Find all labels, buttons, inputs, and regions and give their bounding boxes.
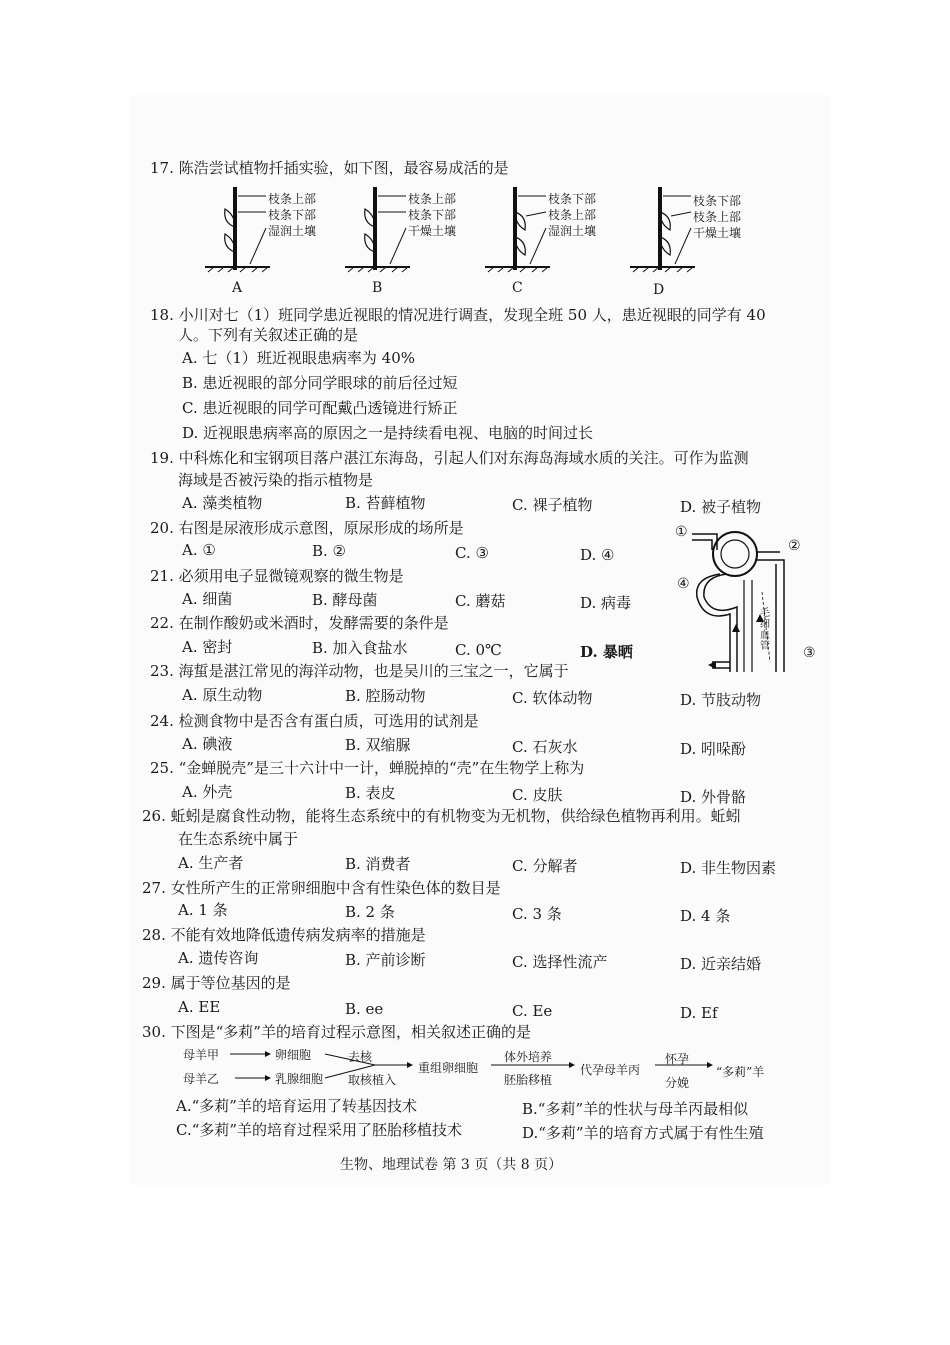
fig-d-label-1: 枝条下部 bbox=[693, 194, 742, 208]
fig-b-label-3: 干燥土壤 bbox=[408, 224, 457, 238]
capillary-label-4: 管 bbox=[760, 641, 770, 652]
flow-enucleate: 去核 bbox=[348, 1050, 373, 1064]
flow-mammary-cell: 乳腺细胞 bbox=[275, 1072, 324, 1086]
q25-option-d: D. 外骨骼 bbox=[680, 788, 747, 806]
q19-option-a: A. 藻类植物 bbox=[182, 494, 263, 512]
flow-dolly: “多莉”羊 bbox=[716, 1065, 765, 1079]
flow-in-vitro-culture: 体外培养 bbox=[504, 1050, 553, 1064]
flow-ewe-a: 母羊甲 bbox=[183, 1048, 220, 1062]
q26-option-d: D. 非生物因素 bbox=[680, 859, 777, 877]
q20-option-b: B. ② bbox=[312, 542, 347, 560]
q24-option-b: B. 双缩脲 bbox=[345, 736, 411, 754]
q29-option-d: D. Ef bbox=[680, 1004, 718, 1022]
nephron-label-3: ③ bbox=[803, 645, 816, 661]
q18-option-d: D. 近视眼患病率高的原因之一是持续看电视、电脑的时间过长 bbox=[182, 424, 594, 442]
question-23: 23. 海蜇是湛江常见的海洋动物，也是吴川的三宝之一，它属于 bbox=[150, 662, 569, 680]
fig-b-label-1: 枝条上部 bbox=[408, 192, 457, 206]
q18-option-c: C. 患近视眼的同学可配戴凸透镜进行矫正 bbox=[182, 399, 458, 417]
flow-egg-cell: 卵细胞 bbox=[275, 1048, 312, 1062]
flow-embryo-transfer: 胚胎移植 bbox=[504, 1073, 553, 1087]
fig-c-label-1: 枝条下部 bbox=[548, 192, 597, 206]
capillary-label-3: 血 bbox=[760, 630, 770, 641]
cutting-figure-c bbox=[485, 187, 550, 270]
question-24: 24. 检测食物中是否含有蛋白质，可选用的试剂是 bbox=[150, 712, 479, 730]
q27-option-d: D. 4 条 bbox=[680, 907, 731, 925]
q24-option-d: D. 吲哚酚 bbox=[680, 740, 747, 758]
q27-option-b: B. 2 条 bbox=[345, 903, 395, 921]
fig-c-label-2: 枝条上部 bbox=[548, 208, 597, 222]
question-30: 30. 下图是“多莉”羊的培育过程示意图，相关叙述正确的是 bbox=[142, 1023, 531, 1041]
q30-option-c: C.“多莉”羊的培育过程采用了胚胎移植技术 bbox=[176, 1121, 463, 1139]
fig-c-letter: C bbox=[512, 280, 523, 296]
flow-pregnancy: 怀孕 bbox=[665, 1052, 690, 1066]
flow-nucleus-transfer: 取核植入 bbox=[348, 1073, 397, 1087]
q20-option-d: D. ④ bbox=[580, 546, 615, 564]
q26-option-a: A. 生产者 bbox=[178, 854, 244, 872]
flow-recombined-egg: 重组卵细胞 bbox=[418, 1061, 479, 1075]
page-footer: 生物、地理试卷 第 3 页（共 8 页） bbox=[340, 1157, 563, 1173]
q28-option-c: C. 选择性流产 bbox=[512, 953, 608, 971]
question-26-line-1: 26. 蚯蚓是腐食性动物，能将生态系统中的有机物变为无机物，供给绿色植物再利用。蚯蚓 bbox=[142, 807, 741, 825]
question-27: 27. 女性所产生的正常卵细胞中含有性染色体的数目是 bbox=[142, 879, 501, 897]
q29-option-b: B. ee bbox=[345, 1000, 384, 1018]
q23-option-a: A. 原生动物 bbox=[182, 686, 263, 704]
q24-option-c: C. 石灰水 bbox=[512, 738, 578, 756]
nephron-label-1: ① bbox=[675, 524, 688, 540]
cutting-figure-d bbox=[630, 187, 695, 270]
flow-birth: 分娩 bbox=[665, 1076, 690, 1090]
question-26-line-2: 在生态系统中属于 bbox=[178, 830, 299, 848]
q25-option-a: A. 外壳 bbox=[182, 783, 233, 801]
q21-option-d: D. 病毒 bbox=[580, 594, 632, 612]
q23-option-d: D. 节肢动物 bbox=[680, 691, 762, 709]
fig-b-letter: B bbox=[372, 280, 383, 296]
nephron-label-4: ④ bbox=[677, 576, 690, 592]
capillary-label-2: 细 bbox=[760, 619, 770, 630]
q22-option-b: B. 加入食盐水 bbox=[312, 639, 408, 657]
nephron-label-2: ② bbox=[788, 538, 801, 554]
q19-option-d: D. 被子植物 bbox=[680, 498, 762, 516]
q19-option-c: C. 裸子植物 bbox=[512, 496, 593, 514]
question-29: 29. 属于等位基因的是 bbox=[142, 974, 291, 992]
capillary-label-1: 毛 bbox=[760, 608, 770, 619]
cutting-figure-b bbox=[345, 187, 410, 270]
q27-option-c: C. 3 条 bbox=[512, 905, 562, 923]
q26-option-c: C. 分解者 bbox=[512, 857, 578, 875]
q18-option-a: A. 七（1）班近视眼患病率为 40% bbox=[182, 349, 416, 367]
q23-option-c: C. 软体动物 bbox=[512, 689, 593, 707]
question-18-line-1: 18. 小川对七（1）班同学患近视眼的情况进行调查，发现全班 50 人，患近视眼的同学有 40 bbox=[150, 306, 766, 324]
fig-c-label-3: 湿润土壤 bbox=[548, 224, 597, 238]
q23-option-b: B. 腔肠动物 bbox=[345, 687, 426, 705]
fig-d-letter: D bbox=[653, 282, 665, 298]
q21-option-c: C. 蘑菇 bbox=[455, 592, 506, 610]
q20-option-a: A. ① bbox=[182, 541, 216, 559]
question-17: 17. 陈浩尝试植物扦插实验，如下图，最容易成活的是 bbox=[150, 159, 509, 177]
question-19-line-1: 19. 中科炼化和宝钢项目落户湛江东海岛，引起人们对东海岛海域水质的关注。可作为监测 bbox=[150, 449, 749, 467]
question-22: 22. 在制作酸奶或米酒时，发酵需要的条件是 bbox=[150, 614, 449, 632]
q24-option-a: A. 碘液 bbox=[182, 735, 233, 753]
q28-option-a: A. 遗传咨询 bbox=[178, 949, 259, 967]
q30-option-b: B.“多莉”羊的性状与母羊丙最相似 bbox=[522, 1100, 749, 1118]
q27-option-a: A. 1 条 bbox=[178, 901, 228, 919]
q20-option-c: C. ③ bbox=[455, 544, 489, 562]
q22-option-c: C. 0℃ bbox=[455, 641, 502, 659]
question-21: 21. 必须用电子显微镜观察的微生物是 bbox=[150, 567, 404, 585]
question-18-line-2: 人。下列有关叙述正确的是 bbox=[178, 326, 359, 344]
question-20: 20. 右图是尿液形成示意图，原尿形成的场所是 bbox=[150, 519, 464, 537]
fig-a-letter: A bbox=[232, 280, 243, 296]
flow-ewe-b: 母羊乙 bbox=[183, 1072, 220, 1086]
q21-option-b: B. 酵母菌 bbox=[312, 591, 378, 609]
fig-a-label-3: 湿润土壤 bbox=[268, 224, 317, 238]
q30-option-a: A.“多莉”羊的培育运用了转基因技术 bbox=[176, 1097, 417, 1115]
question-28: 28. 不能有效地降低遗传病发病率的措施是 bbox=[142, 926, 426, 944]
q29-option-a: A. EE bbox=[178, 998, 221, 1016]
q25-option-c: C. 皮肤 bbox=[512, 786, 563, 804]
q21-option-a: A. 细菌 bbox=[182, 590, 233, 608]
q18-option-b: B. 患近视眼的部分同学眼球的前后径过短 bbox=[182, 374, 458, 392]
q29-option-c: C. Ee bbox=[512, 1002, 553, 1020]
question-25: 25. “金蝉脱壳”是三十六计中一计，蝉脱掉的“壳”在生物学上称为 bbox=[150, 759, 585, 777]
cutting-figure-a bbox=[205, 187, 270, 270]
fig-b-label-2: 枝条下部 bbox=[408, 208, 457, 222]
flow-surrogate-ewe: 代孕母羊丙 bbox=[580, 1063, 641, 1077]
fig-a-label-1: 枝条上部 bbox=[268, 192, 317, 206]
question-19-line-2: 海域是否被污染的指示植物是 bbox=[178, 471, 374, 489]
q30-option-d: D.“多莉”羊的培育方式属于有性生殖 bbox=[522, 1124, 764, 1142]
q28-option-b: B. 产前诊断 bbox=[345, 951, 426, 969]
q26-option-b: B. 消费者 bbox=[345, 855, 411, 873]
q25-option-b: B. 表皮 bbox=[345, 784, 396, 802]
fig-a-label-2: 枝条下部 bbox=[268, 208, 317, 222]
fig-d-label-3: 干燥土壤 bbox=[693, 226, 742, 240]
q22-option-d: D. 暴晒 bbox=[580, 643, 633, 661]
fig-d-label-2: 枝条上部 bbox=[693, 210, 742, 224]
q19-option-b: B. 苔藓植物 bbox=[345, 494, 426, 512]
q22-option-a: A. 密封 bbox=[182, 638, 233, 656]
q28-option-d: D. 近亲结婚 bbox=[680, 955, 762, 973]
